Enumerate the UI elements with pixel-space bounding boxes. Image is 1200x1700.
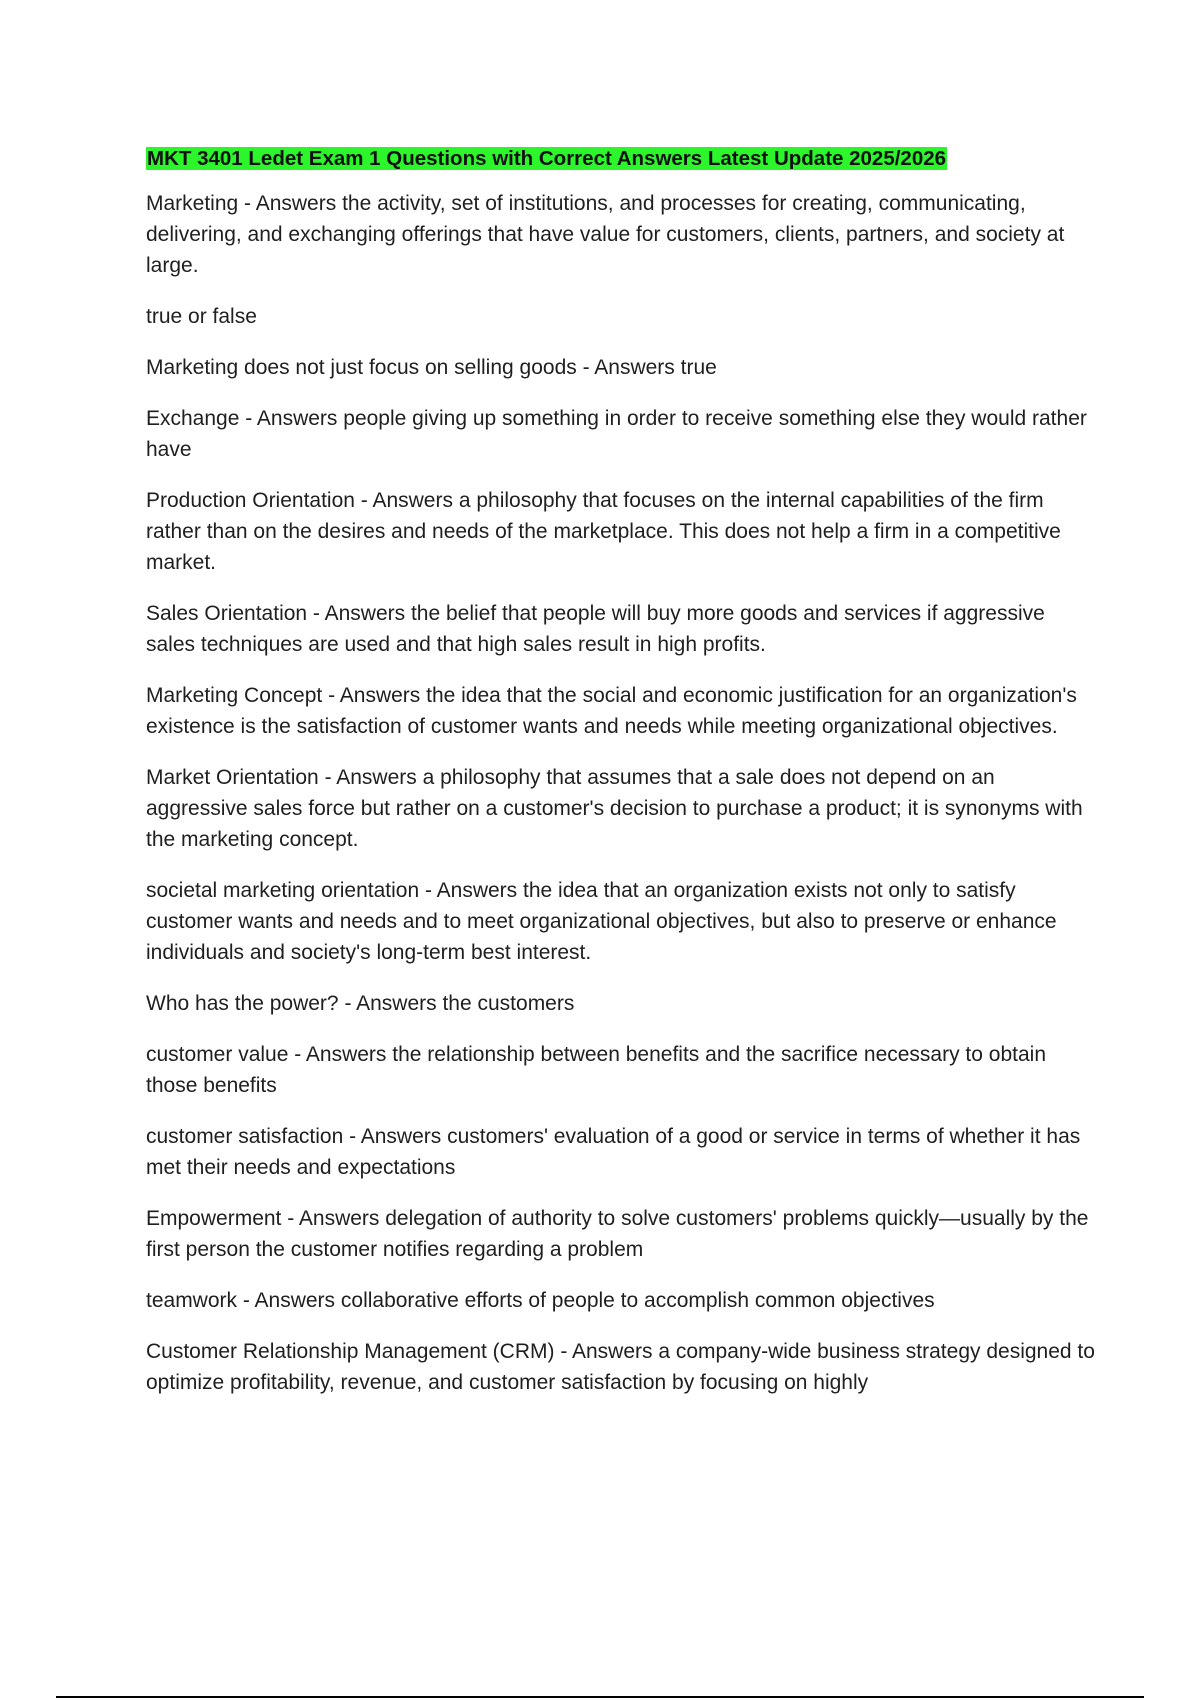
qa-item-customer-satisfaction: customer satisfaction - Answers customers' evaluation of a good or service in terms of whether it has met their needs and expectations bbox=[146, 1125, 1081, 1179]
qa-item-who-has-power: Who has the power? - Answers the customers bbox=[146, 992, 575, 1015]
qa-item-marketing: Marketing - Answers the activity, set of institutions, and processes for creating, communicating, delivering, and exchanging offerings that have value for customers, clients, partners, and society at large. bbox=[146, 192, 1065, 277]
title-row bbox=[146, 146, 1096, 174]
qa-item-empowerment: Empowerment - Answers delegation of authority to solve customers' problems quickly—usually by the first person the customer notifies regarding a problem bbox=[146, 1207, 1089, 1261]
qa-item-sales-orientation: Sales Orientation - Answers the belief that people will buy more goods and services if aggressive sales techniques are used and that high sales result in high profits. bbox=[146, 602, 1045, 656]
qa-item-production-orientation: Production Orientation - Answers a philosophy that focuses on the internal capabilities of the firm rather than on the desires and needs of the marketplace. This does not help a firm in a competitive market. bbox=[146, 489, 1061, 574]
qa-item-crm: Customer Relationship Management (CRM) - Answers a company-wide business strategy designed to optimize profitability, revenue, and customer satisfaction by focusing on highly bbox=[146, 1340, 1095, 1394]
qa-item-teamwork: teamwork - Answers collaborative efforts of people to accomplish common objectives bbox=[146, 1289, 935, 1312]
qa-item-customer-value: customer value - Answers the relationship between benefits and the sacrifice necessary to obtain those benefits bbox=[146, 1043, 1046, 1097]
qa-item-marketing-concept: Marketing Concept - Answers the idea that the social and economic justification for an organization's existence is the satisfaction of customer wants and needs while meeting organizational objectives. bbox=[146, 684, 1077, 738]
qa-list bbox=[146, 188, 1096, 1398]
qa-item-true-or-false: true or false bbox=[146, 305, 257, 328]
qa-item-exchange: Exchange - Answers people giving up something in order to receive something else they would rather have bbox=[146, 407, 1087, 461]
qa-item-market-orientation: Market Orientation - Answers a philosophy that assumes that a sale does not depend on an aggressive sales force but rather on a customer's decision to purchase a product; it is synonyms with the marketing concept. bbox=[146, 766, 1083, 851]
qa-item-societal-marketing-orientation: societal marketing orientation - Answers the idea that an organization exists not only to satisfy customer wants and needs and to meet organizational objectives, but also to preserve or enhance individuals and society's long-term best interest. bbox=[146, 879, 1057, 964]
footer-rule bbox=[56, 1696, 1144, 1698]
document-page bbox=[146, 146, 1096, 1418]
document-title: MKT 3401 Ledet Exam 1 Questions with Correct Answers Latest Update 2025/2026 bbox=[147, 147, 947, 170]
qa-item-selling-goods: Marketing does not just focus on selling goods - Answers true bbox=[146, 356, 717, 379]
